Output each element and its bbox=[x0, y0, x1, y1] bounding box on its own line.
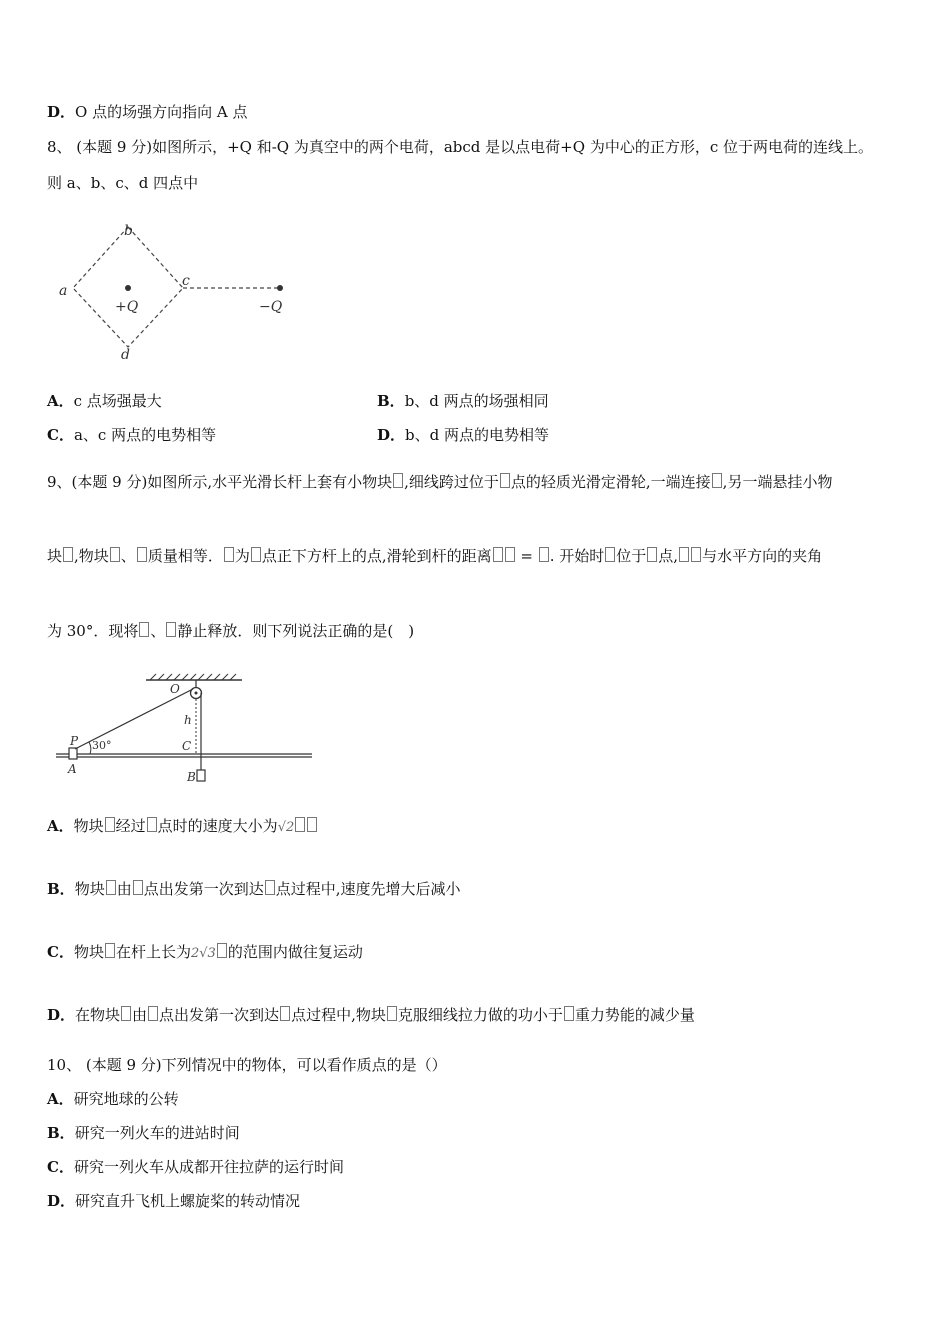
text-segment: 物块 bbox=[73, 817, 104, 835]
missing-glyph bbox=[280, 1006, 290, 1021]
missing-glyph bbox=[217, 943, 227, 958]
block-p bbox=[69, 748, 77, 759]
missing-glyph bbox=[500, 473, 510, 488]
q9-option-a bbox=[47, 816, 318, 838]
missing-glyph bbox=[224, 547, 234, 562]
missing-glyph bbox=[63, 547, 73, 562]
option-label: A． bbox=[47, 817, 74, 835]
missing-glyph bbox=[105, 817, 115, 832]
text-segment: 物块 bbox=[73, 943, 104, 961]
text-segment: 为 bbox=[234, 547, 250, 565]
text-segment: 静止释放．则下列说法正确的是( ) bbox=[177, 622, 415, 640]
missing-glyph bbox=[137, 547, 147, 562]
text-segment: 与水平方向的夹角 bbox=[702, 547, 823, 565]
math-expression: √2 bbox=[277, 820, 295, 835]
positive-charge-dot bbox=[125, 285, 131, 291]
label-angle: 30° bbox=[92, 739, 112, 752]
text-segment: 点过程中,物块 bbox=[291, 1006, 386, 1024]
missing-glyph bbox=[712, 473, 722, 488]
text-segment: 由 bbox=[116, 880, 132, 898]
missing-glyph bbox=[505, 547, 515, 562]
missing-glyph bbox=[691, 547, 701, 562]
missing-glyph bbox=[251, 547, 261, 562]
q9-stem-line3 bbox=[47, 621, 414, 641]
option-text: O 点的场强方向指向 A 点 bbox=[75, 103, 248, 121]
q9-pulley-figure bbox=[50, 670, 320, 790]
option-label: B． bbox=[47, 880, 75, 898]
option-label: A． bbox=[47, 392, 74, 410]
label-a: A bbox=[68, 762, 77, 776]
text-segment: 点的轻质光滑定滑轮,一端连接 bbox=[510, 473, 711, 491]
option-label: D． bbox=[47, 1192, 76, 1210]
text-segment: 在物块 bbox=[75, 1006, 121, 1024]
missing-glyph bbox=[166, 622, 176, 637]
missing-glyph bbox=[121, 1006, 131, 1021]
q8-option-d bbox=[377, 425, 549, 445]
option-text: b、d 两点的场强相同 bbox=[404, 392, 549, 410]
q7-option-d bbox=[47, 102, 247, 122]
label-p: P bbox=[70, 734, 79, 748]
missing-glyph bbox=[110, 547, 120, 562]
text-segment: ,细线跨过位于 bbox=[404, 473, 499, 491]
text-segment: 、 bbox=[120, 547, 136, 565]
option-label: A． bbox=[47, 1090, 74, 1108]
missing-glyph bbox=[148, 1006, 158, 1021]
label-negative-q: −Q bbox=[259, 299, 283, 315]
q10-option-c bbox=[47, 1157, 344, 1177]
missing-glyph bbox=[106, 880, 116, 895]
text-segment: 为 30°．现将 bbox=[47, 622, 139, 640]
option-label: D． bbox=[47, 1006, 76, 1024]
missing-glyph bbox=[647, 547, 657, 562]
block-b bbox=[197, 770, 205, 781]
missing-glyph bbox=[387, 1006, 397, 1021]
option-text: 研究地球的公转 bbox=[73, 1090, 179, 1108]
option-label: D． bbox=[377, 426, 406, 444]
text-segment: 物块 bbox=[74, 880, 105, 898]
missing-glyph bbox=[105, 943, 115, 958]
text-segment: 质量相等． bbox=[147, 547, 223, 565]
text-segment: ,物块 bbox=[74, 547, 109, 565]
text-segment: 点过程中,速度先增大后减小 bbox=[275, 880, 461, 898]
q10-option-a bbox=[47, 1089, 179, 1109]
missing-glyph bbox=[564, 1006, 574, 1021]
text-segment: 由 bbox=[132, 1006, 148, 1024]
option-label: C． bbox=[47, 1158, 74, 1176]
q8-option-a bbox=[47, 391, 162, 411]
missing-glyph bbox=[605, 547, 615, 562]
ceiling-hatch bbox=[150, 674, 236, 680]
text-segment: 经过 bbox=[115, 817, 146, 835]
q9-option-d bbox=[47, 1005, 695, 1025]
label-c: c bbox=[182, 273, 190, 289]
text-segment: 重力势能的减少量 bbox=[574, 1006, 695, 1024]
missing-glyph bbox=[139, 622, 149, 637]
q9-option-b bbox=[47, 879, 461, 899]
text-segment: 克服细线拉力做的功小于 bbox=[397, 1006, 563, 1024]
option-text: 研究一列火车的进站时间 bbox=[74, 1124, 240, 1142]
text-segment: 点正下方杆上的点,滑轮到杆的距离 bbox=[261, 547, 492, 565]
math-expression: 2√3 bbox=[190, 946, 216, 961]
label-a: a bbox=[59, 283, 68, 299]
text-segment: 点时的速度大小为 bbox=[157, 817, 278, 835]
text-segment: . 开始时 bbox=[549, 547, 605, 565]
q10-option-d bbox=[47, 1191, 300, 1211]
text-segment: 在杆上长为 bbox=[115, 943, 191, 961]
missing-glyph bbox=[265, 880, 275, 895]
missing-glyph bbox=[147, 817, 157, 832]
text-segment: 的范围内做往复运动 bbox=[227, 943, 363, 961]
option-text: a、c 两点的电势相等 bbox=[73, 426, 217, 444]
text-segment: 点出发第一次到达 bbox=[143, 880, 264, 898]
text-segment: 位于 bbox=[616, 547, 647, 565]
q10-option-b bbox=[47, 1123, 240, 1143]
text-segment: 点, bbox=[658, 547, 679, 565]
option-text: 研究直升飞机上螺旋桨的转动情况 bbox=[75, 1192, 301, 1210]
q8-option-b bbox=[377, 391, 549, 411]
q8-option-c bbox=[47, 425, 216, 445]
text-segment: 块 bbox=[47, 547, 63, 565]
option-label: D． bbox=[47, 103, 76, 121]
q8-charge-square-figure bbox=[55, 215, 305, 365]
option-label: B． bbox=[377, 392, 405, 410]
missing-glyph bbox=[539, 547, 549, 562]
label-b: B bbox=[187, 770, 196, 784]
text-segment: 点出发第一次到达 bbox=[159, 1006, 280, 1024]
option-text: b、d 两点的电势相等 bbox=[405, 426, 549, 444]
q9-option-c bbox=[47, 942, 363, 964]
label-c: C bbox=[182, 739, 192, 753]
q9-stem-line1 bbox=[47, 472, 832, 492]
angle-arc bbox=[89, 742, 91, 754]
option-label: B． bbox=[47, 1124, 75, 1142]
q10-stem: 10、 (本题 9 分)下列情况中的物体，可以看作质点的是（） bbox=[47, 1056, 447, 1074]
text-segment: 、 bbox=[150, 622, 166, 640]
q9-stem-line2 bbox=[47, 546, 822, 566]
missing-glyph bbox=[393, 473, 403, 488]
negative-charge-dot bbox=[277, 285, 283, 291]
missing-glyph bbox=[307, 817, 317, 832]
text-segment: ,另一端悬挂小物 bbox=[722, 473, 833, 491]
option-label: C． bbox=[47, 943, 74, 961]
option-text: 研究一列火车从成都开往拉萨的运行时间 bbox=[73, 1158, 344, 1176]
option-text: c 点场强最大 bbox=[73, 392, 162, 410]
missing-glyph bbox=[679, 547, 689, 562]
missing-glyph bbox=[133, 880, 143, 895]
text-segment: 9、(本题 9 分)如图所示,水平光滑长杆上套有小物块 bbox=[47, 473, 393, 491]
q8-stem-line1: 8、 (本题 9 分)如图所示，+Q 和-Q 为真空中的两个电荷，abcd 是以点电荷+Q 为中心的正方形，c 位于两电荷的连线上。 bbox=[47, 138, 873, 156]
text-segment: = bbox=[515, 547, 538, 565]
missing-glyph bbox=[493, 547, 503, 562]
label-d: d bbox=[121, 347, 130, 363]
label-o: O bbox=[170, 682, 180, 696]
label-h: h bbox=[184, 713, 192, 727]
label-positive-q: +Q bbox=[115, 299, 139, 315]
option-label: C． bbox=[47, 426, 74, 444]
pulley-axle bbox=[195, 692, 198, 695]
missing-glyph bbox=[295, 817, 305, 832]
q8-stem-line2: 则 a、b、c、d 四点中 bbox=[47, 174, 199, 192]
label-b: b bbox=[124, 223, 133, 239]
